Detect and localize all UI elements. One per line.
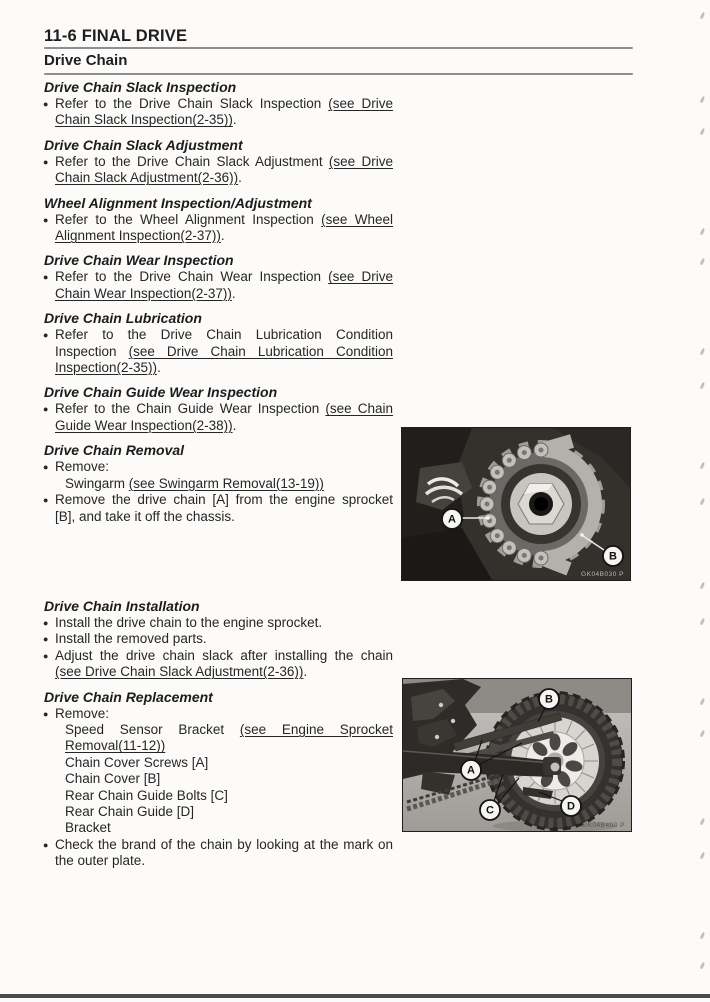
bullet-icon	[43, 837, 48, 853]
bullet-text: .	[231, 285, 236, 301]
sub-text: Swingarm	[65, 475, 129, 491]
cross-reference-link[interactable]: (see Drive Chain Slack Inspection(2-35))	[55, 96, 393, 128]
cross-reference-link[interactable]: (see Chain Guide Wear Inspection(2-38))	[55, 401, 393, 433]
section-drive-chain-guide-wear-inspection	[44, 384, 393, 434]
bullet-icon	[43, 327, 48, 343]
scan-artifact	[700, 730, 706, 738]
text-column	[44, 79, 393, 878]
section-drive-chain-removal	[44, 442, 393, 525]
sprocket-photo-illustration	[402, 428, 630, 580]
bullet-icon	[43, 648, 48, 664]
page-title: 11-6 FINAL DRIVE	[44, 27, 188, 45]
scan-artifact	[700, 962, 706, 970]
bullet-icon	[43, 401, 48, 417]
section-heading: Drive Chain Guide Wear Inspection	[44, 384, 278, 401]
scan-artifact	[700, 818, 706, 826]
bullet-icon	[43, 459, 48, 475]
bullet-text: Check the brand of the chain by looking at the mark on the outer plate.	[55, 836, 393, 869]
section-heading: Drive Chain Slack Adjustment	[44, 136, 243, 153]
cross-reference-link[interactable]: (see Wheel Alignment Inspection(2-37))	[55, 211, 394, 244]
bullet-item	[44, 492, 393, 525]
bullet-item	[44, 96, 393, 129]
callout-d	[561, 796, 581, 816]
page-bottom-edge	[0, 994, 710, 998]
scan-artifact	[700, 348, 706, 356]
callout-letter: D	[567, 800, 575, 813]
scan-artifact	[700, 258, 706, 266]
scan-artifact	[700, 462, 706, 470]
sub-item: Chain Cover Screws [A]	[65, 754, 209, 770]
scan-artifact	[700, 128, 706, 136]
bullet-icon	[43, 615, 48, 631]
cross-reference-link[interactable]: (see Drive Chain Slack Adjustment(2-36))	[55, 664, 304, 680]
bullet-item	[44, 212, 393, 245]
bullet-text: .	[220, 228, 225, 244]
section-drive-chain-replacement	[44, 689, 393, 870]
cross-reference-link[interactable]: (see Drive Chain Wear Inspection(2-37))	[55, 269, 393, 301]
scan-artifact	[700, 698, 706, 706]
sub-item: Rear Chain Guide Bolts [C]	[65, 787, 228, 803]
callout-a	[461, 760, 481, 780]
bullet-item	[44, 615, 393, 631]
section-drive-chain-slack-inspection	[44, 79, 393, 129]
section-heading: Drive Chain Lubrication	[44, 310, 202, 327]
bullet-text: Remove:	[55, 705, 110, 721]
bullet-item	[44, 706, 393, 722]
bullet-text: .	[157, 360, 161, 376]
bullet-text: Install the removed parts.	[55, 631, 207, 647]
bullet-icon	[43, 631, 48, 647]
bullet-item	[44, 269, 393, 302]
bullet-text: .	[303, 664, 308, 680]
page-header	[44, 27, 634, 46]
bullet-text: .	[232, 112, 237, 128]
bullet-item	[44, 154, 393, 187]
bullet-item	[44, 459, 393, 475]
scan-artifact	[700, 582, 706, 590]
bullet-text: Refer to the Drive Chain Lubrication Condition Inspection	[55, 327, 393, 359]
bullet-icon	[43, 269, 48, 285]
section-heading: Drive Chain Wear Inspection	[44, 252, 234, 269]
header-rule	[44, 47, 633, 49]
sub-item: Rear Chain Guide [D]	[65, 803, 195, 819]
section-drive-chain-installation	[44, 598, 393, 681]
scan-artifact	[700, 12, 706, 20]
bullet-text: .	[232, 417, 237, 433]
figure-drive-chain-replacement-photo	[402, 678, 632, 832]
scan-artifact	[700, 498, 706, 506]
figure-code: GK04B400 P	[582, 822, 625, 829]
bullet-text: Install the drive chain to the engine sprocket.	[55, 614, 323, 630]
section-heading: Drive Chain Slack Inspection	[44, 79, 237, 95]
cross-reference-link[interactable]: (see Engine Sprocket Removal(11-12))	[65, 721, 393, 754]
section-heading: Wheel Alignment Inspection/Adjustment	[44, 194, 312, 211]
bullet-item	[44, 327, 393, 376]
cross-reference-link[interactable]: (see Swingarm Removal(13-19))	[128, 475, 324, 491]
section-wheel-alignment	[44, 195, 393, 245]
bullet-text: Refer to the Drive Chain Wear Inspection	[55, 269, 329, 285]
sub-item	[44, 722, 393, 755]
cross-reference-link[interactable]: (see Drive Chain Slack Adjustment(2-36))	[55, 153, 393, 186]
section-drive-chain-slack-adjustment	[44, 137, 393, 187]
bullet-icon	[43, 154, 48, 170]
bullet-text: Remove the drive chain [A] from the engine sprocket [B], and take it off the chassis.	[55, 492, 393, 524]
rear-wheel-photo-illustration	[403, 679, 631, 831]
chapter-rule	[44, 73, 633, 75]
section-heading: Drive Chain Removal	[44, 442, 185, 459]
bullet-item	[44, 631, 393, 647]
callout-letter: A	[448, 513, 456, 526]
callout-b	[539, 689, 559, 709]
callout-letter: B	[545, 693, 553, 706]
sub-item: Bracket	[65, 820, 111, 836]
section-drive-chain-lubrication	[44, 310, 393, 376]
chapter-title: Drive Chain	[44, 52, 128, 69]
sub-text: Speed Sensor Bracket	[65, 721, 240, 737]
bullet-text: Adjust the drive chain slack after installing the chain	[55, 647, 393, 663]
scan-artifact	[700, 96, 706, 104]
bullet-text: Refer to the Drive Chain Slack Adjustment	[55, 153, 329, 169]
bullet-icon	[43, 492, 48, 508]
bullet-item	[44, 401, 393, 434]
sub-item: Chain Cover [B]	[65, 771, 161, 787]
callout-c	[480, 800, 500, 820]
section-heading: Drive Chain Installation	[44, 597, 200, 614]
bullet-text: .	[238, 170, 242, 186]
cross-reference-link[interactable]: (see Drive Chain Lubrication Condition Inspection(2-35))	[55, 343, 393, 376]
scan-artifact	[700, 228, 706, 236]
scan-artifact	[700, 618, 706, 626]
callout-letter: A	[467, 764, 475, 777]
bullet-text: Refer to the Drive Chain Slack Inspection	[55, 96, 329, 111]
bullet-icon	[43, 212, 48, 228]
scan-artifact	[700, 382, 706, 390]
sub-item	[44, 476, 393, 492]
scan-artifact	[700, 932, 706, 940]
bullet-icon	[43, 706, 48, 722]
callout-letter: C	[486, 804, 494, 817]
figure-code: GK04B030 P	[581, 571, 624, 578]
bullet-item	[44, 648, 393, 681]
bullet-icon	[43, 96, 48, 112]
bullet-text: Refer to the Wheel Alignment Inspection	[55, 211, 322, 227]
callout-letter: B	[609, 550, 617, 563]
scan-artifact	[700, 852, 706, 860]
figure-drive-chain-removal-photo	[401, 427, 631, 581]
bullet-text: Remove:	[55, 459, 110, 475]
bullet-text: Refer to the Chain Guide Wear Inspection	[55, 401, 326, 417]
section-heading: Drive Chain Replacement	[44, 688, 213, 705]
section-drive-chain-wear-inspection	[44, 252, 393, 302]
bullet-item	[44, 837, 393, 870]
